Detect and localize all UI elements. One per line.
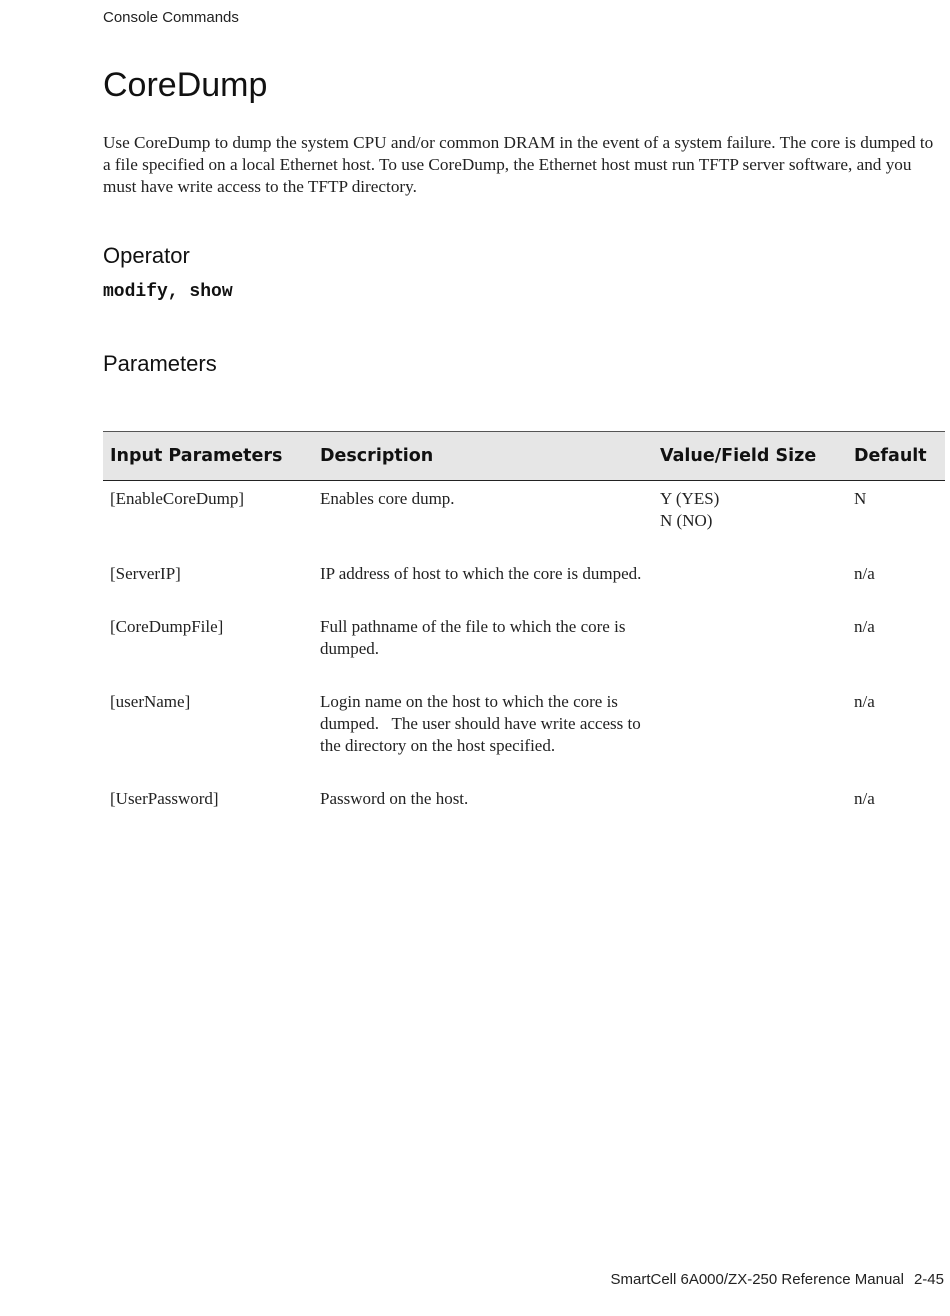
operator-command: modify, show: [103, 282, 233, 302]
default-cell: n/a: [854, 692, 875, 711]
default-cell: n/a: [854, 564, 875, 583]
page-footer: [610, 1271, 944, 1288]
column-header-description: Description: [313, 432, 653, 481]
description-cell: Login name on the host to which the core is dumped. The user should have write access to the directory on the host specified.: [320, 692, 645, 755]
page-title: CoreDump: [103, 66, 268, 104]
description-cell: Enables core dump.: [320, 489, 455, 508]
description-cell: IP address of host to which the core is dumped.: [320, 564, 642, 583]
table-row: [103, 684, 945, 781]
param-name-cell: [CoreDumpFile]: [110, 617, 224, 636]
default-cell: N: [854, 489, 867, 508]
manual-title: SmartCell 6A000/ZX-250 Reference Manual: [610, 1271, 904, 1288]
table-row: [103, 609, 945, 684]
table-row: [103, 781, 945, 834]
param-name-cell: [ServerIP]: [110, 564, 181, 583]
table-header-row: [103, 432, 945, 481]
value-cell: [653, 781, 847, 834]
value-option: N (NO): [660, 511, 713, 530]
column-header-value-field-size: Value/Field Size: [653, 432, 847, 481]
column-header-input-parameters: Input Parameters: [103, 432, 313, 481]
param-name-cell: [UserPassword]: [110, 789, 219, 808]
parameters-table: [103, 431, 945, 834]
table-row: [103, 481, 945, 557]
description-cell: Full pathname of the file to which the core is dumped.: [320, 617, 626, 658]
default-cell: n/a: [854, 789, 875, 808]
value-cell: [653, 481, 847, 557]
page-number: 2-45: [913, 1271, 944, 1288]
default-cell: n/a: [854, 617, 875, 636]
description-cell: Password on the host.: [320, 789, 469, 808]
param-name-cell: [userName]: [110, 692, 191, 711]
value-option: Y (YES): [660, 489, 720, 508]
value-cell: [653, 556, 847, 609]
intro-paragraph: Use CoreDump to dump the system CPU and/or common DRAM in the event of a system failure. The core is dumped to a file specified on a local Ethernet host. To use CoreDump, the Ethernet host must run TFTP server software, and you must have write access to the TFTP directory.: [103, 133, 934, 196]
value-cell: [653, 684, 847, 781]
column-header-default: Default: [847, 432, 945, 481]
running-head: Console Commands: [103, 9, 239, 26]
param-name-cell: [EnableCoreDump]: [110, 489, 245, 508]
value-cell: [653, 609, 847, 684]
parameters-heading: Parameters: [103, 351, 217, 376]
operator-heading: Operator: [103, 243, 190, 268]
table-row: [103, 556, 945, 609]
